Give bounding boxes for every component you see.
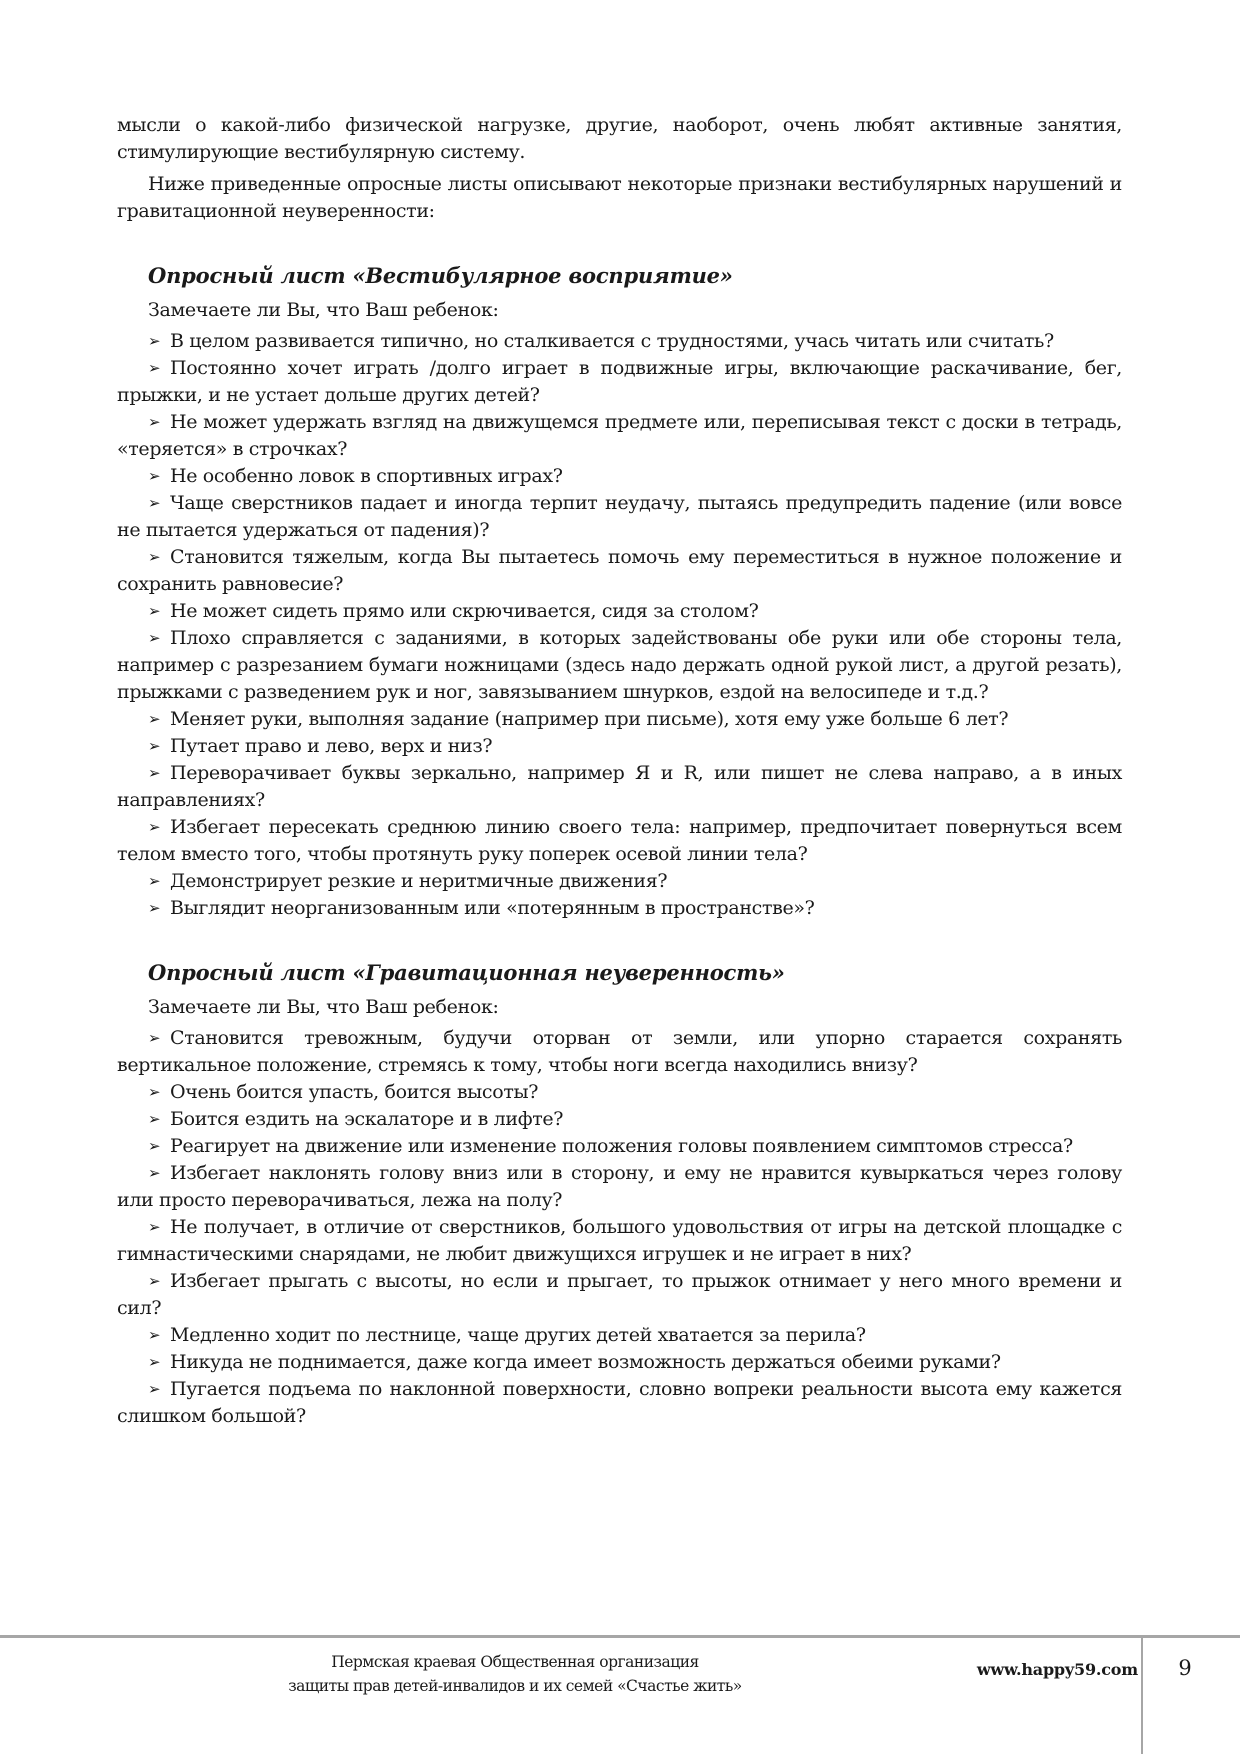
arrowhead-bullet-icon: ➢ [148,1380,161,1398]
list-item: ➢ Очень боится упасть, боится высоты? [117,1079,1122,1106]
arrowhead-bullet-icon: ➢ [148,629,161,647]
list-item: ➢ Постоянно хочет играть /долго играет в подвижные игры, включающие раскачивание, бег, прыжки, и не устает дольше других детей? [117,357,1122,406]
arrowhead-bullet-icon: ➢ [148,710,161,728]
arrowhead-bullet-icon: ➢ [148,1326,161,1344]
arrowhead-bullet-icon: ➢ [148,467,161,485]
footer-website-link[interactable]: www.happy59.com [976,1660,1138,1679]
arrowhead-bullet-icon: ➢ [148,1137,161,1155]
list-item: ➢ Избегает прыгать с высоты, но если и прыгает, то прыжок отнимает у него много времени и сил? [117,1270,1122,1319]
list-item: ➢ Плохо справляется с заданиями, в которых задействованы обе руки или обе стороны тела, например с разрезанием бумаги ножницами (здесь надо держать одной рукой лист, а другой резать), прыжками с разведением рук и ног, завязыванием шнурков, ездой на велосипеде и т.д.? [117,627,1122,703]
list-item: ➢ Чаще сверстников падает и иногда терпит неудачу, пытаясь предупредить падение (или вовсе не пытается удержаться от падения)? [117,492,1122,541]
arrowhead-bullet-icon: ➢ [148,818,161,836]
list-item: ➢ Становится тревожным, будучи оторван от земли, или упорно старается сохранять вертикальное положение, стремясь к тому, чтобы ноги всегда находились внизу? [117,1027,1122,1076]
arrowhead-bullet-icon: ➢ [148,1083,161,1101]
section-lead: Замечаете ли Вы, что Ваш ребенок: [148,996,499,1018]
section-title: Опросный лист «Гравитационная неуверенность» [148,960,785,985]
footer-divider [1141,1636,1143,1754]
section-lead: Замечаете ли Вы, что Ваш ребенок: [148,299,499,321]
arrowhead-bullet-icon: ➢ [148,1029,161,1047]
arrowhead-bullet-icon: ➢ [148,1110,161,1128]
page-body [117,112,1122,1430]
arrowhead-bullet-icon: ➢ [148,737,161,755]
footer-rule [0,1635,1240,1638]
intro-lead-paragraph: Ниже приведенные опросные листы описывают некоторые признаки вестибулярных нарушений и гравитационной неуверенности: [117,173,1122,222]
list-item: ➢ Не может удержать взгляд на движущемся предмете или, переписывая текст с доски в тетрадь, «теряется» в строчках? [117,411,1122,460]
arrowhead-bullet-icon: ➢ [148,332,161,350]
list-item: ➢ Никуда не поднимается, даже когда имеет возможность держаться обеими руками? [117,1349,1122,1376]
list-item: ➢ Путает право и лево, верх и низ? [117,733,1122,760]
footer-organization [200,1650,830,1698]
questionnaire-gravitational [117,958,1122,1430]
list-item: ➢ Становится тяжелым, когда Вы пытаетесь помочь ему переместиться в нужное положение и сохранить равновесие? [117,546,1122,595]
footer-org-line2: защиты прав детей-инвалидов и их семей «Счастье жить» [288,1677,742,1695]
list-item: ➢ Медленно ходит по лестнице, чаще других детей хватается за перила? [117,1322,1122,1349]
arrowhead-bullet-icon: ➢ [148,1164,161,1182]
list-item: ➢ Выглядит неорганизованным или «потерянным в пространстве»? [117,895,1122,922]
arrowhead-bullet-icon: ➢ [148,548,161,566]
arrowhead-bullet-icon: ➢ [148,764,161,782]
page-number: 9 [1178,1656,1192,1680]
list-item: ➢ Реагирует на движение или изменение положения головы появлением симптомов стресса? [117,1133,1122,1160]
arrowhead-bullet-icon: ➢ [148,413,161,431]
list-item: ➢ Не может сидеть прямо или скрючивается, сидя за столом? [117,598,1122,625]
list-item: ➢ Не особенно ловок в спортивных играх? [117,463,1122,490]
list-item: ➢ Не получает, в отличие от сверстников, большого удовольствия от игры на детской площадке с гимнастическими снарядами, не любит движущихся игрушек и не играет в них? [117,1216,1122,1265]
questionnaire-vestibular [117,261,1122,922]
intro-continuation: мысли о какой-либо физической нагрузке, другие, наоборот, очень любят активные занятия, стимулирующие вестибулярную систему. [117,114,1122,163]
arrowhead-bullet-icon: ➢ [148,359,161,377]
arrowhead-bullet-icon: ➢ [148,1353,161,1371]
arrowhead-bullet-icon: ➢ [148,1218,161,1236]
arrowhead-bullet-icon: ➢ [148,602,161,620]
list-item: ➢ Демонстрирует резкие и неритмичные движения? [117,868,1122,895]
footer-org-line1: Пермская краевая Общественная организация [331,1653,699,1671]
arrowhead-bullet-icon: ➢ [148,494,161,512]
arrowhead-bullet-icon: ➢ [148,899,161,917]
list-item: ➢ Пугается подъема по наклонной поверхности, словно вопреки реальности высота ему кажется слишком большой? [117,1378,1122,1427]
list-item: ➢ Боится ездить на эскалаторе и в лифте? [117,1106,1122,1133]
list-item: ➢ Избегает пересекать среднюю линию своего тела: например, предпочитает повернуться всем телом вместо того, чтобы протянуть руку поперек осевой линии тела? [117,816,1122,865]
arrowhead-bullet-icon: ➢ [148,1272,161,1290]
list-item: ➢ Меняет руки, выполняя задание (например при письме), хотя ему уже больше 6 лет? [117,706,1122,733]
list-item: ➢ Избегает наклонять голову вниз или в сторону, и ему не нравится кувыркаться через голову или просто переворачиваться, лежа на полу? [117,1162,1122,1211]
list-item: ➢ Переворачивает буквы зеркально, например Я и R, или пишет не слева направо, а в иных направлениях? [117,762,1122,811]
section-title: Опросный лист «Вестибулярное восприятие» [148,263,733,288]
list-item: ➢ В целом развивается типично, но сталкивается с трудностями, учась читать или считать? [117,328,1122,355]
arrowhead-bullet-icon: ➢ [148,872,161,890]
